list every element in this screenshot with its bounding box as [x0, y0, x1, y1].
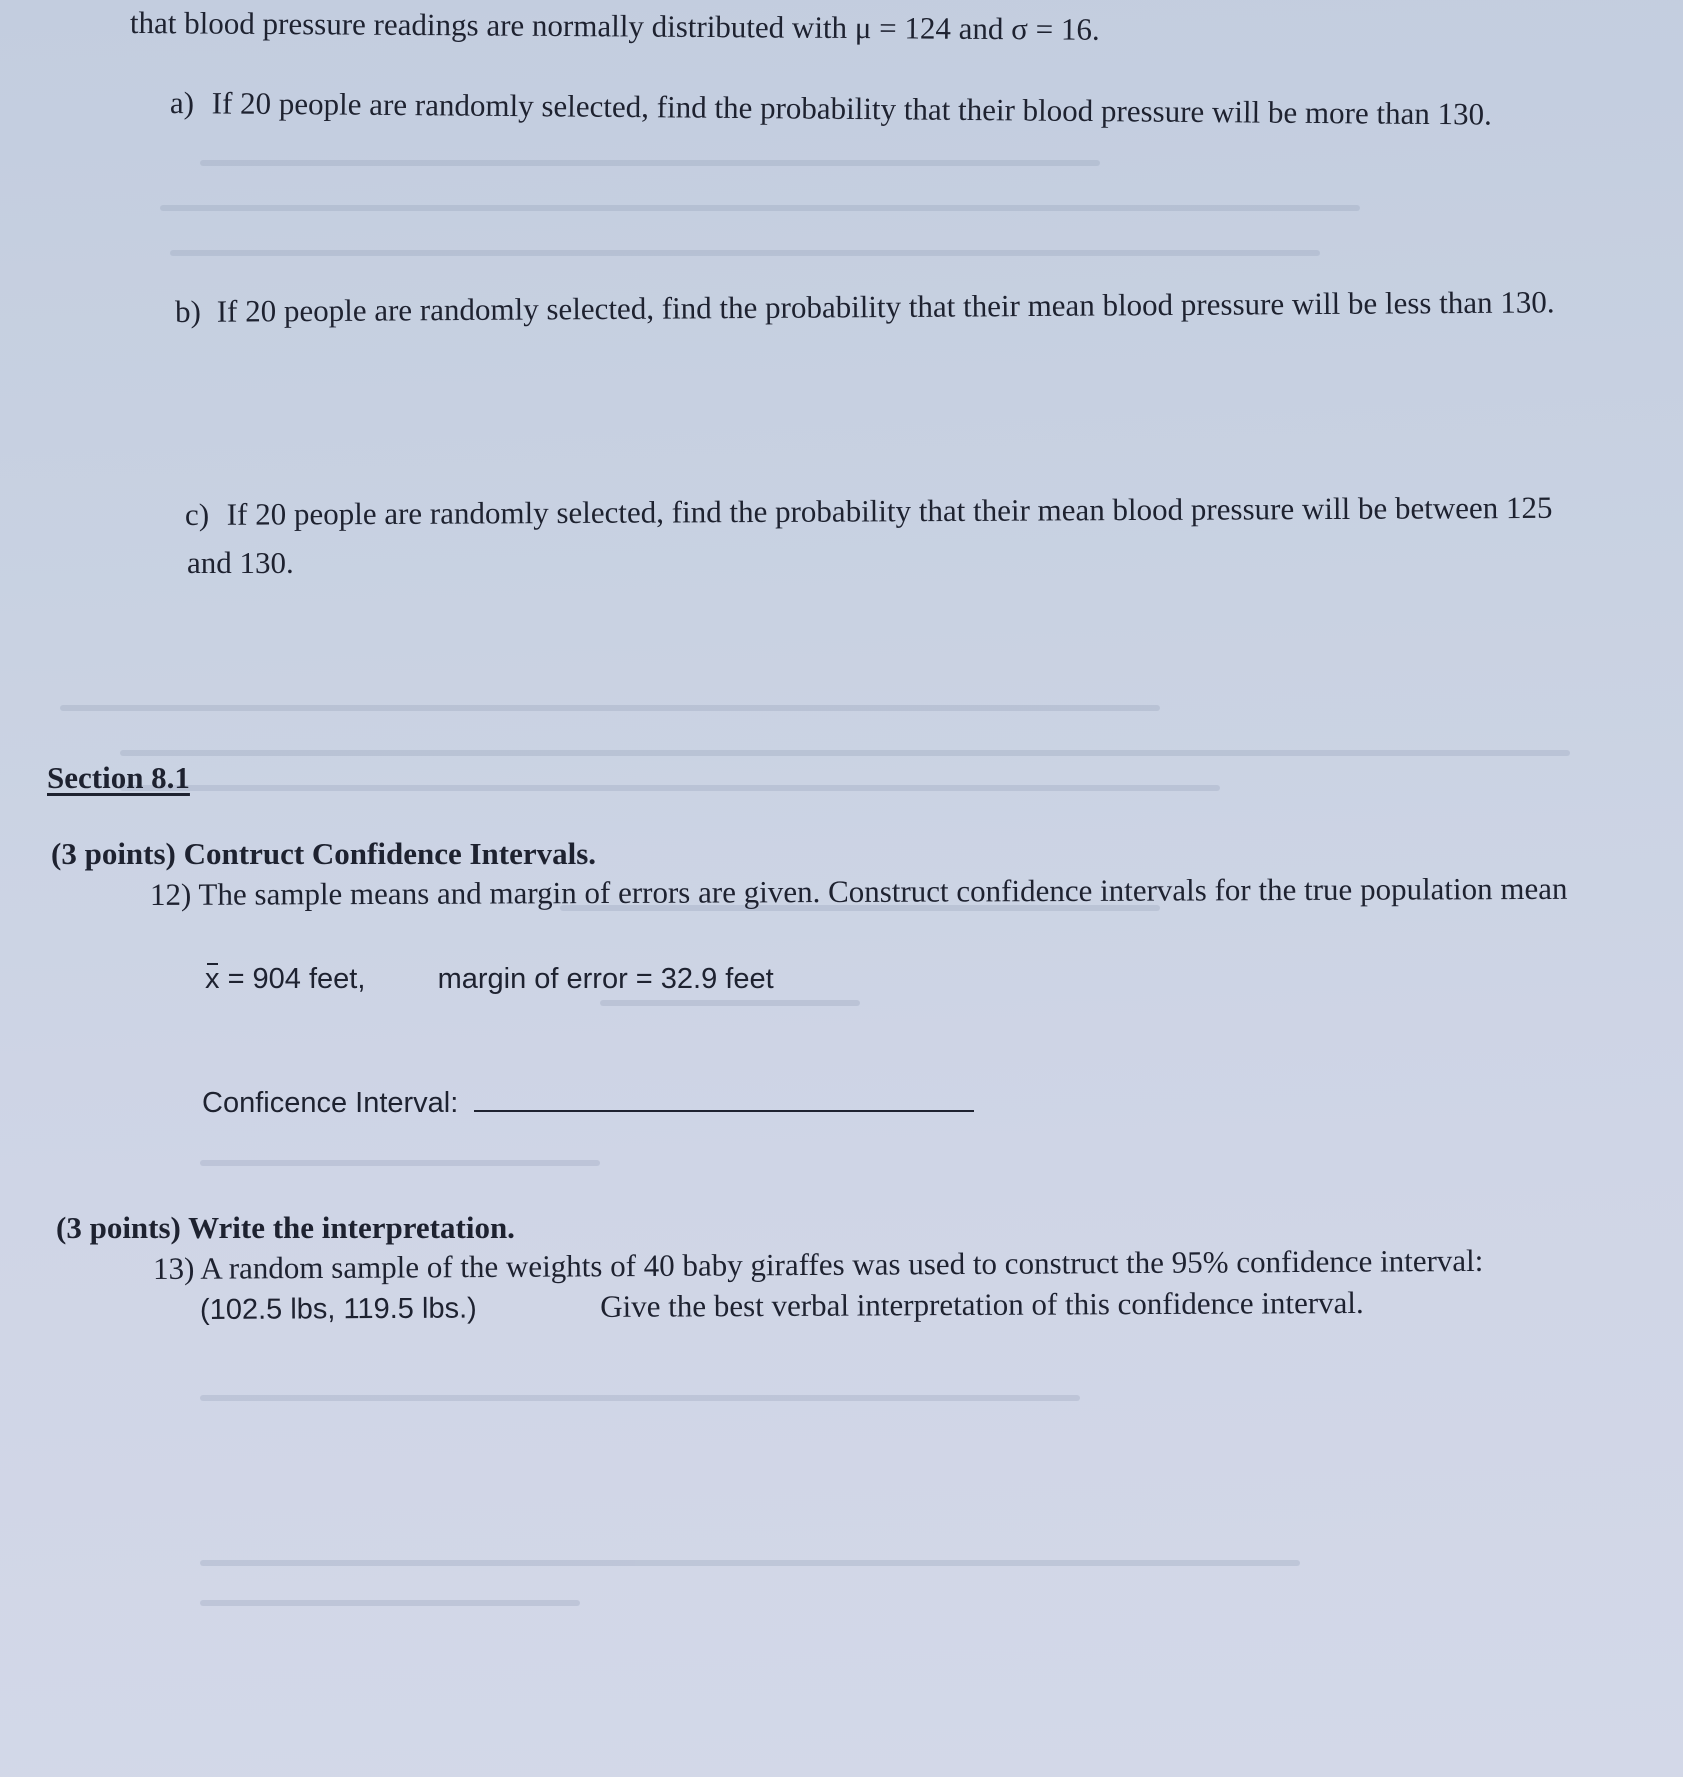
giraffe-confidence-interval: (102.5 lbs, 119.5 lbs.) [199, 1292, 477, 1326]
confidence-intervals-heading: (3 points) Contruct Confidence Intervals. [51, 836, 597, 871]
part-c-label: c) [184, 496, 210, 532]
question-13-instruction: Give the best verbal interpretation of this confidence interval. [600, 1284, 1364, 1324]
part-b-text: If 20 people are randomly selected, find the probability that their mean blood pressure will be less than 130. [216, 284, 1555, 329]
part-c-text-line2: and 130. [187, 545, 294, 580]
xbar-symbol: x [205, 963, 220, 995]
margin-of-error: margin of error = 32.9 feet [437, 963, 774, 995]
problem-11-stem [130, 4, 1100, 48]
question-13: 13) A random sample of the weights of 40 baby giraffes was used to construct the 95% confidence interval: [152, 1242, 1484, 1286]
problem-11-part-c-continued [187, 544, 294, 581]
given-values [205, 962, 774, 997]
question-13-continued [200, 1284, 1364, 1328]
problem-11-stem-text: that blood pressure readings are normally distributed with μ = 124 and σ = 16. [129, 5, 1100, 47]
problem-11-part-c [185, 489, 1553, 533]
part-b-label: b) [174, 293, 201, 329]
question-12: 12) The sample means and margin of errors are given. Construct confidence intervals for the true population mean [149, 870, 1568, 912]
xbar-value: = 904 feet, [227, 963, 366, 995]
problem-11-part-b [175, 283, 1555, 330]
problem-11-part-a [170, 84, 1492, 133]
confidence-interval-label: Conficence Interval: [202, 1087, 459, 1119]
interpretation-heading: (3 points) Write the interpretation. [56, 1210, 515, 1245]
part-a-label: a) [169, 85, 195, 121]
confidence-interval-answer-row [202, 1082, 974, 1121]
part-a-text: If 20 people are randomly selected, find the probability that their blood pressure will be more than 130. [211, 85, 1492, 132]
confidence-interval-answer-blank[interactable] [474, 1082, 974, 1112]
section-title: Section 8.1 [47, 760, 190, 795]
part-c-text-line1: If 20 people are randomly selected, find the probability that their mean blood pressure will be between 125 [226, 489, 1553, 532]
